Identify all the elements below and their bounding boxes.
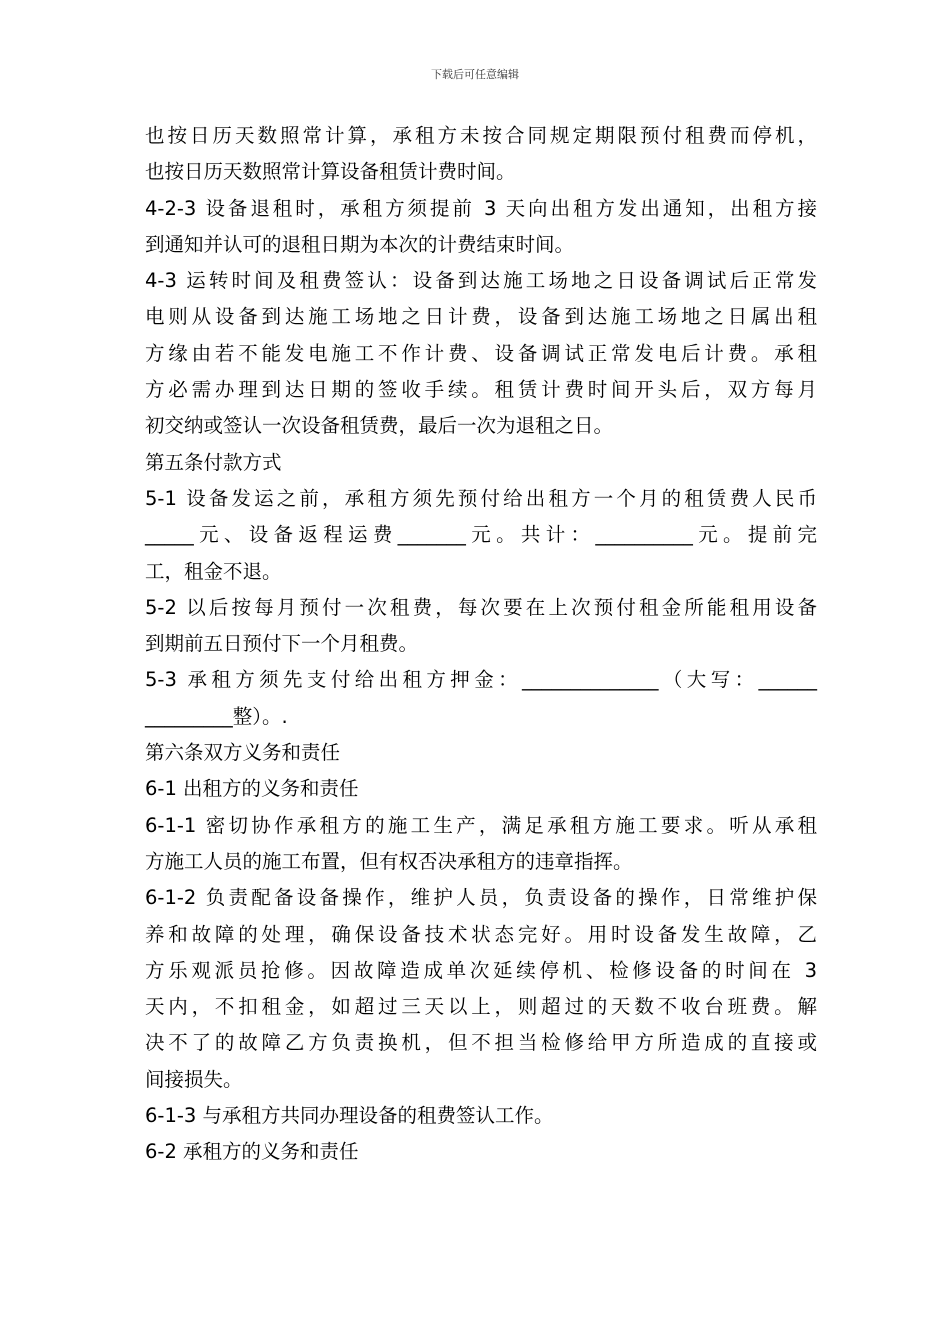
text-line: 养和故障的处理，确保设备技术状态完好。用时设备发生故障，乙 (145, 922, 817, 946)
text-line: 4-2-3 设备退租时，承租方须提前 3 天向出租方发出通知，出租方接 (145, 196, 817, 220)
text-line: 初交纳或签认一次设备租赁费，最后一次为退租之日。 (145, 414, 614, 438)
page-header: 下载后可任意编辑 (431, 68, 519, 81)
text-line: 电则从设备到达施工场地之日计费，设备到达施工场地之日属出租 (145, 305, 817, 329)
text-line: _________整）。. (145, 704, 288, 728)
section-heading: 第六条双方义务和责任 (145, 741, 341, 765)
text-line: 也按日历天数照常计算，承租方未按合同规定期限预付租费而停机， (145, 124, 817, 147)
text-line: 4-3 运转时间及租费签认：设备到达施工场地之日设备调试后正常发 (145, 269, 817, 293)
subsection-heading: 6-2 承租方的义务和责任 (145, 1140, 359, 1164)
text-line: 方乐观派员抢修。因故障造成单次延续停机、检修设备的时间在 3 (145, 958, 817, 982)
text-line: 方必需办理到达日期的签收手续。租赁计费时间开头后，双方每月 (145, 378, 817, 402)
text-line: 6-1-1 密切协作承租方的施工生产，满足承租方施工要求。听从承租 (145, 813, 817, 837)
document-body (145, 118, 817, 1171)
text-line: 6-1-3 与承租方共同办理设备的租费签认工作。 (145, 1104, 554, 1128)
text-line: 5-3 承租方须先支付给出租方押金：______________（大写：______ (145, 668, 817, 692)
subsection-heading: 6-1 出租方的义务和责任 (145, 777, 359, 801)
text-line: 也按日历天数照常计算设备租赁计费时间。 (145, 160, 516, 184)
text-line: 方缘由若不能发电施工不作计费、设备调试正常发电后计费。承租 (145, 341, 817, 365)
text-line: 天内，不扣租金，如超过三天以上，则超过的天数不收台班费。解 (145, 995, 817, 1019)
text-line: 5-1 设备发运之前，承租方须先预付给出租方一个月的租赁费人民币 (145, 486, 817, 510)
section-heading: 第五条付款方式 (145, 450, 282, 474)
text-line: 到通知并认可的退租日期为本次的计费结束时间。 (145, 232, 575, 256)
text-line: 6-1-2 负责配备设备操作，维护人员，负责设备的操作，日常维护保 (145, 886, 817, 910)
text-line: 决不了的故障乙方负责换机，但不担当检修给甲方所造成的直接或 (145, 1031, 817, 1055)
text-line: 方施工人员的施工布置，但有权否决承租方的违章指挥。 (145, 849, 633, 873)
text-line: 到期前五日预付下一个月租费。 (145, 632, 419, 656)
text-line: 工，租金不退。 (145, 559, 282, 583)
text-line: 5-2 以后按每月预付一次租费，每次要在上次预付租金所能租用设备 (145, 595, 817, 619)
text-line: 间接损失。 (145, 1067, 243, 1091)
text-line: _____元、设备返程运费_______元。共计：__________元。提前完 (145, 523, 817, 547)
